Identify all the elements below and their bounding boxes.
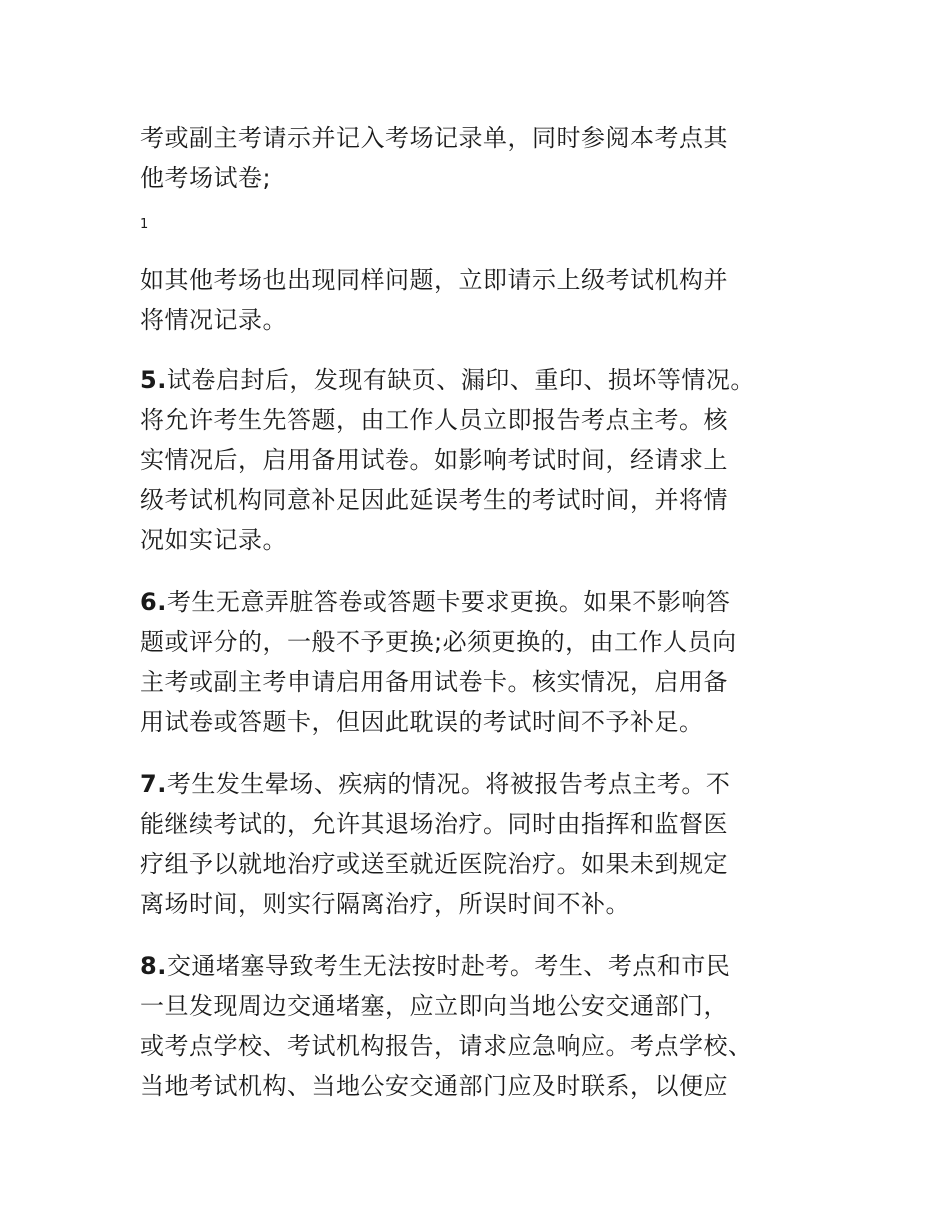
text-line: 实情况后，启用备用试卷。如影响考试时间，经请求上 [140,446,728,474]
paragraph-item-8 [140,946,820,1106]
item-number: 6. [140,588,167,616]
text-line [140,764,820,804]
paragraph-other-rooms [140,260,820,340]
text-line [140,946,820,986]
text-line: 题或评分的，一般不予更换;必须更换的，由工作人员向 [140,628,737,656]
text-line: 考或副主考请示并记入考场记录单，同时参阅本考点其 [140,124,728,152]
page-number: 1 [140,217,149,232]
item-number: 8. [140,952,167,980]
item-number: 5. [140,366,167,394]
paragraph-item-6 [140,582,820,742]
text-line [140,360,820,400]
text-line: 能继续考试的，允许其退场治疗。同时由指挥和监督医 [140,810,728,838]
item-text: 交通堵塞导致考生无法按时赴考。考生、考点和市民 [166,952,731,980]
text-line: 当地考试机构、当地公安交通部门应及时联系，以便应 [140,1072,728,1100]
item-text: 考生无意弄脏答卷或答题卡要求更换。如果不影响答 [166,588,731,616]
text-line [140,582,820,622]
text-line: 将允许考生先答题，由工作人员立即报告考点主考。核 [140,406,728,434]
text-line: 离场时间，则实行隔离治疗，所误时间不补。 [140,890,630,918]
item-text: 试卷启封后，发现有缺页、漏印、重印、损坏等情况。 [166,366,755,394]
text-line: 一旦发现周边交通堵塞，应立即向当地公安交通部门， [140,992,728,1020]
paragraph-continuation [140,118,820,198]
item-text: 考生发生晕场、疾病的情况。将被报告考点主考。不 [166,770,731,798]
text-line: 将情况记录。 [140,306,287,334]
text-line: 疗组予以就地治疗或送至就近医院治疗。如果未到规定 [140,850,728,878]
paragraph-item-7 [140,764,820,924]
text-line: 主考或副主考申请启用备用试卷卡。核实情况，启用备 [140,668,728,696]
text-line: 用试卷或答题卡，但因此耽误的考试时间不予补足。 [140,708,704,736]
paragraph-item-5 [140,360,820,560]
text-line: 如其他考场也出现同样问题，立即请示上级考试机构并 [140,266,728,294]
item-number: 7. [140,770,167,798]
text-line: 或考点学校、考试机构报告，请求应急响应。考点学校、 [140,1032,753,1060]
text-line: 况如实记录。 [140,526,287,554]
text-line: 他考场试卷; [140,164,272,192]
text-line: 级考试机构同意补足因此延误考生的考试时间，并将情 [140,486,728,514]
